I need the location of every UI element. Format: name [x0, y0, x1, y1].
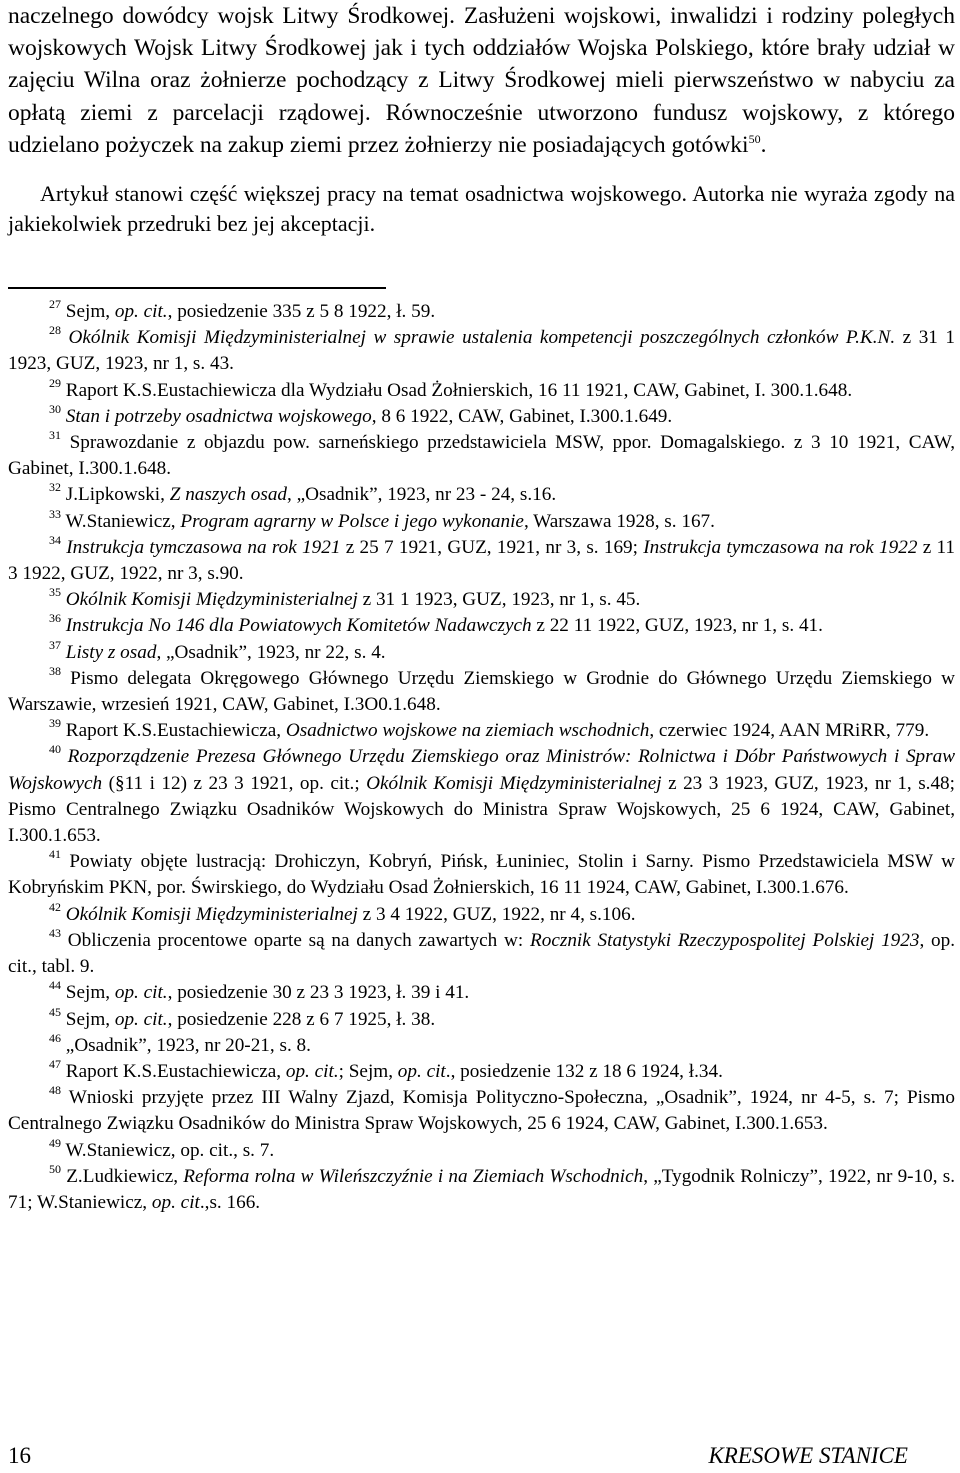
footnotes — [8, 299, 955, 1216]
footnote-32: $^{32}$ J.Lipkowski, Z naszych osad, „Osadnik”, 1923, nr 23 - 24, s.16. — [49, 480, 557, 506]
footnote-36: $^{36}$ Instrukcja No 146 dla Powiatowych Komitetów Nadawczych z 22 11 1922, GUZ, 1923, nr 1, s. 41. — [49, 611, 823, 637]
body-text: naczelnego dowódcy wojsk Litwy Środkowej. Zasłużeni wojskowi, inwalidzi i rodziny poległych wojskowych Wojsk Litwy Środkowej jak i tych oddziałów Wojska Polskiego, które brały udział w zajęciu Wilna oraz żołnierze pochodzący z Litwy Środkowej mieli pierwszeństwo w nabyciu za opłatą ziemi z parcelacji rządowej. Równocześnie utworzono fundusz wojskowy, z którego udzielano pożyczek na zakup ziemi przez żołnierzy nie posiadających gotówki — [8, 3, 955, 158]
footnote-40: $^{40}$ Rozporządzenie Prezesa Głównego Urzędu Ziemskiego oraz Ministrów: Rolnictwa i Dóbr Państwowych i Spraw Wojskowych (§11 i 12) z 23 3 1921, op. cit.; Okólnik Komisji Międzyministerialnej z 23 3 1923, GUZ, 1923, nr 1, s.48; Pismo Centralnego Związku Osadników Wojskowych do Ministra Spraw Wojskowych, 25 6 1924, CAW, Gabinet, I.300.1.653. — [8, 742, 955, 847]
footnote-38: $^{38}$ Pismo delegata Okręgowego Głównego Urzędu Ziemskiego w Grodnie do Głównego Urzędu Ziemskiego w Warszawie, wrzesień 1921, CAW, Gabinet, I.3O0.1.648. — [8, 663, 955, 716]
footnote-49: $^{49}$ W.Staniewicz, op. cit., s. 7. — [49, 1135, 275, 1161]
footnote-41: $^{41}$ Powiaty objęte lustracją: Drohiczyn, Kobryń, Pińsk, Łuniniec, Stolin i Sarny. Pismo Przedstawiciela MSW w Kobryńskim PKN, por. Świrskiego, do Wydziału Osad Żołnierskich, 16 11 1924, CAW, Gabinet, I.300.1.676. — [8, 847, 955, 899]
footnote-28: $^{28}$ Okólnik Komisji Międzyministerialnej w sprawie ustalenia kompetencji poszczególnych członków P.K.N. z 31 1 1923, GUZ, 1923, nr 1, s. 43. — [8, 323, 955, 375]
footnote-39: $^{39}$ Raport K.S.Eustachiewicza, Osadnictwo wojskowe na ziemiach wschodnich, czerwiec 1924, AAN MRiRR, 779. — [49, 716, 930, 742]
footnote-47: $^{47}$ Raport K.S.Eustachiewicza, op. cit.; Sejm, op. cit., posiedzenie 132 z 18 6 1924, ł.34. — [49, 1056, 723, 1082]
footnote-30: $^{30}$ Stan i potrzeby osadnictwa wojskowego, 8 6 1922, CAW, Gabinet, I.300.1.649. — [49, 401, 673, 427]
footnote-33: $^{33}$ W.Staniewicz, Program agrarny w Polsce i jego wykonanie, Warszawa 1928, s. 167. — [49, 506, 715, 532]
page-footer — [8, 1441, 908, 1473]
footnote-43: $^{43}$ Obliczenia procentowe oparte są na danych zawartych w: Rocznik Statystyki Rzeczypospolitej Polskiej 1923, op. cit., tabl. 9. — [8, 925, 956, 978]
footnote-46: $^{46}$ „Osadnik”, 1923, nr 20-21, s. 8. — [49, 1030, 311, 1056]
footnote-35: $^{35}$ Okólnik Komisji Międzyministerialnej z 31 1 1923, GUZ, 1923, nr 1, s. 45. — [49, 585, 641, 611]
body-paragraph-2 — [8, 179, 955, 239]
footnote-50: $^{50}$ Z.Ludkiewicz, Reforma rolna w Wileńszczyźnie i na Ziemiach Wschodnich, „Tygodnik Rolniczy”, 1922, nr 9-10, s. 71; W.Staniewicz, op. cit.,s. 166. — [8, 1161, 955, 1213]
footnote-45: $^{45}$ Sejm, op. cit., posiedzenie 228 z 6 7 1925, ł. 38. — [49, 1004, 436, 1030]
footnote-27: $^{27}$ Sejm, op. cit., posiedzenie 335 z 5 8 1922, ł. 59. — [49, 297, 436, 323]
body-paragraph-1 — [8, 0, 955, 161]
page-number: 16 — [8, 1443, 31, 1468]
footnote-31: $^{31}$ Sprawozdanie z objazdu pow. sarneńskiego przedstawiciela MSW, ppor. Domagalskiego. z 3 10 1921, CAW, Gabinet, I.300.1.648. — [8, 428, 955, 480]
footnote-37: $^{37}$ Listy z osad, „Osadnik”, 1923, nr 22, s. 4. — [49, 637, 386, 663]
footnote-34: $^{34}$ Instrukcja tymczasowa na rok 1921 z 25 7 1921, GUZ, 1921, nr 3, s. 169; Instrukcja tymczasowa na rok 1922 z 11 3 1922, GUZ, 1922, nr 3, s.90. — [8, 532, 955, 585]
footnote-29: $^{29}$ Raport K.S.Eustachiewicza dla Wydziału Osad Żołnierskich, 16 11 1921, CAW, Gabinet, I. 300.1.648. — [49, 375, 853, 401]
footnote-48: $^{48}$ Wnioski przyjęte przez III Walny Zjazd, Komisja Polityczno-Społeczna, „Osadnik”, 1924, nr 4-5, s. 7; Pismo Centralnego Związku Osadników do Ministra Spraw Wojskowych, 25 6 1924, CAW, Gabinet, I.300.1.653. — [8, 1083, 955, 1135]
footnote-separator — [8, 287, 386, 289]
page — [8, 0, 955, 1216]
footnote-42: $^{42}$ Okólnik Komisji Międzyministerialnej z 3 4 1922, GUZ, 1922, nr 4, s.106. — [49, 899, 636, 925]
journal-title: KRESOWE STANICE — [708, 1443, 908, 1468]
footnote-44: $^{44}$ Sejm, op. cit., posiedzenie 30 z 23 3 1923, ł. 39 i 41. — [49, 978, 470, 1004]
author-note: Artykuł stanowi część większej pracy na temat osadnictwa wojskowego. Autorka nie wyraża zgody na jakiekolwiek przedruki bez jej akceptacji. — [8, 181, 955, 237]
footnote-ref: 50 — [748, 131, 761, 146]
body-text-end: . — [760, 131, 767, 158]
